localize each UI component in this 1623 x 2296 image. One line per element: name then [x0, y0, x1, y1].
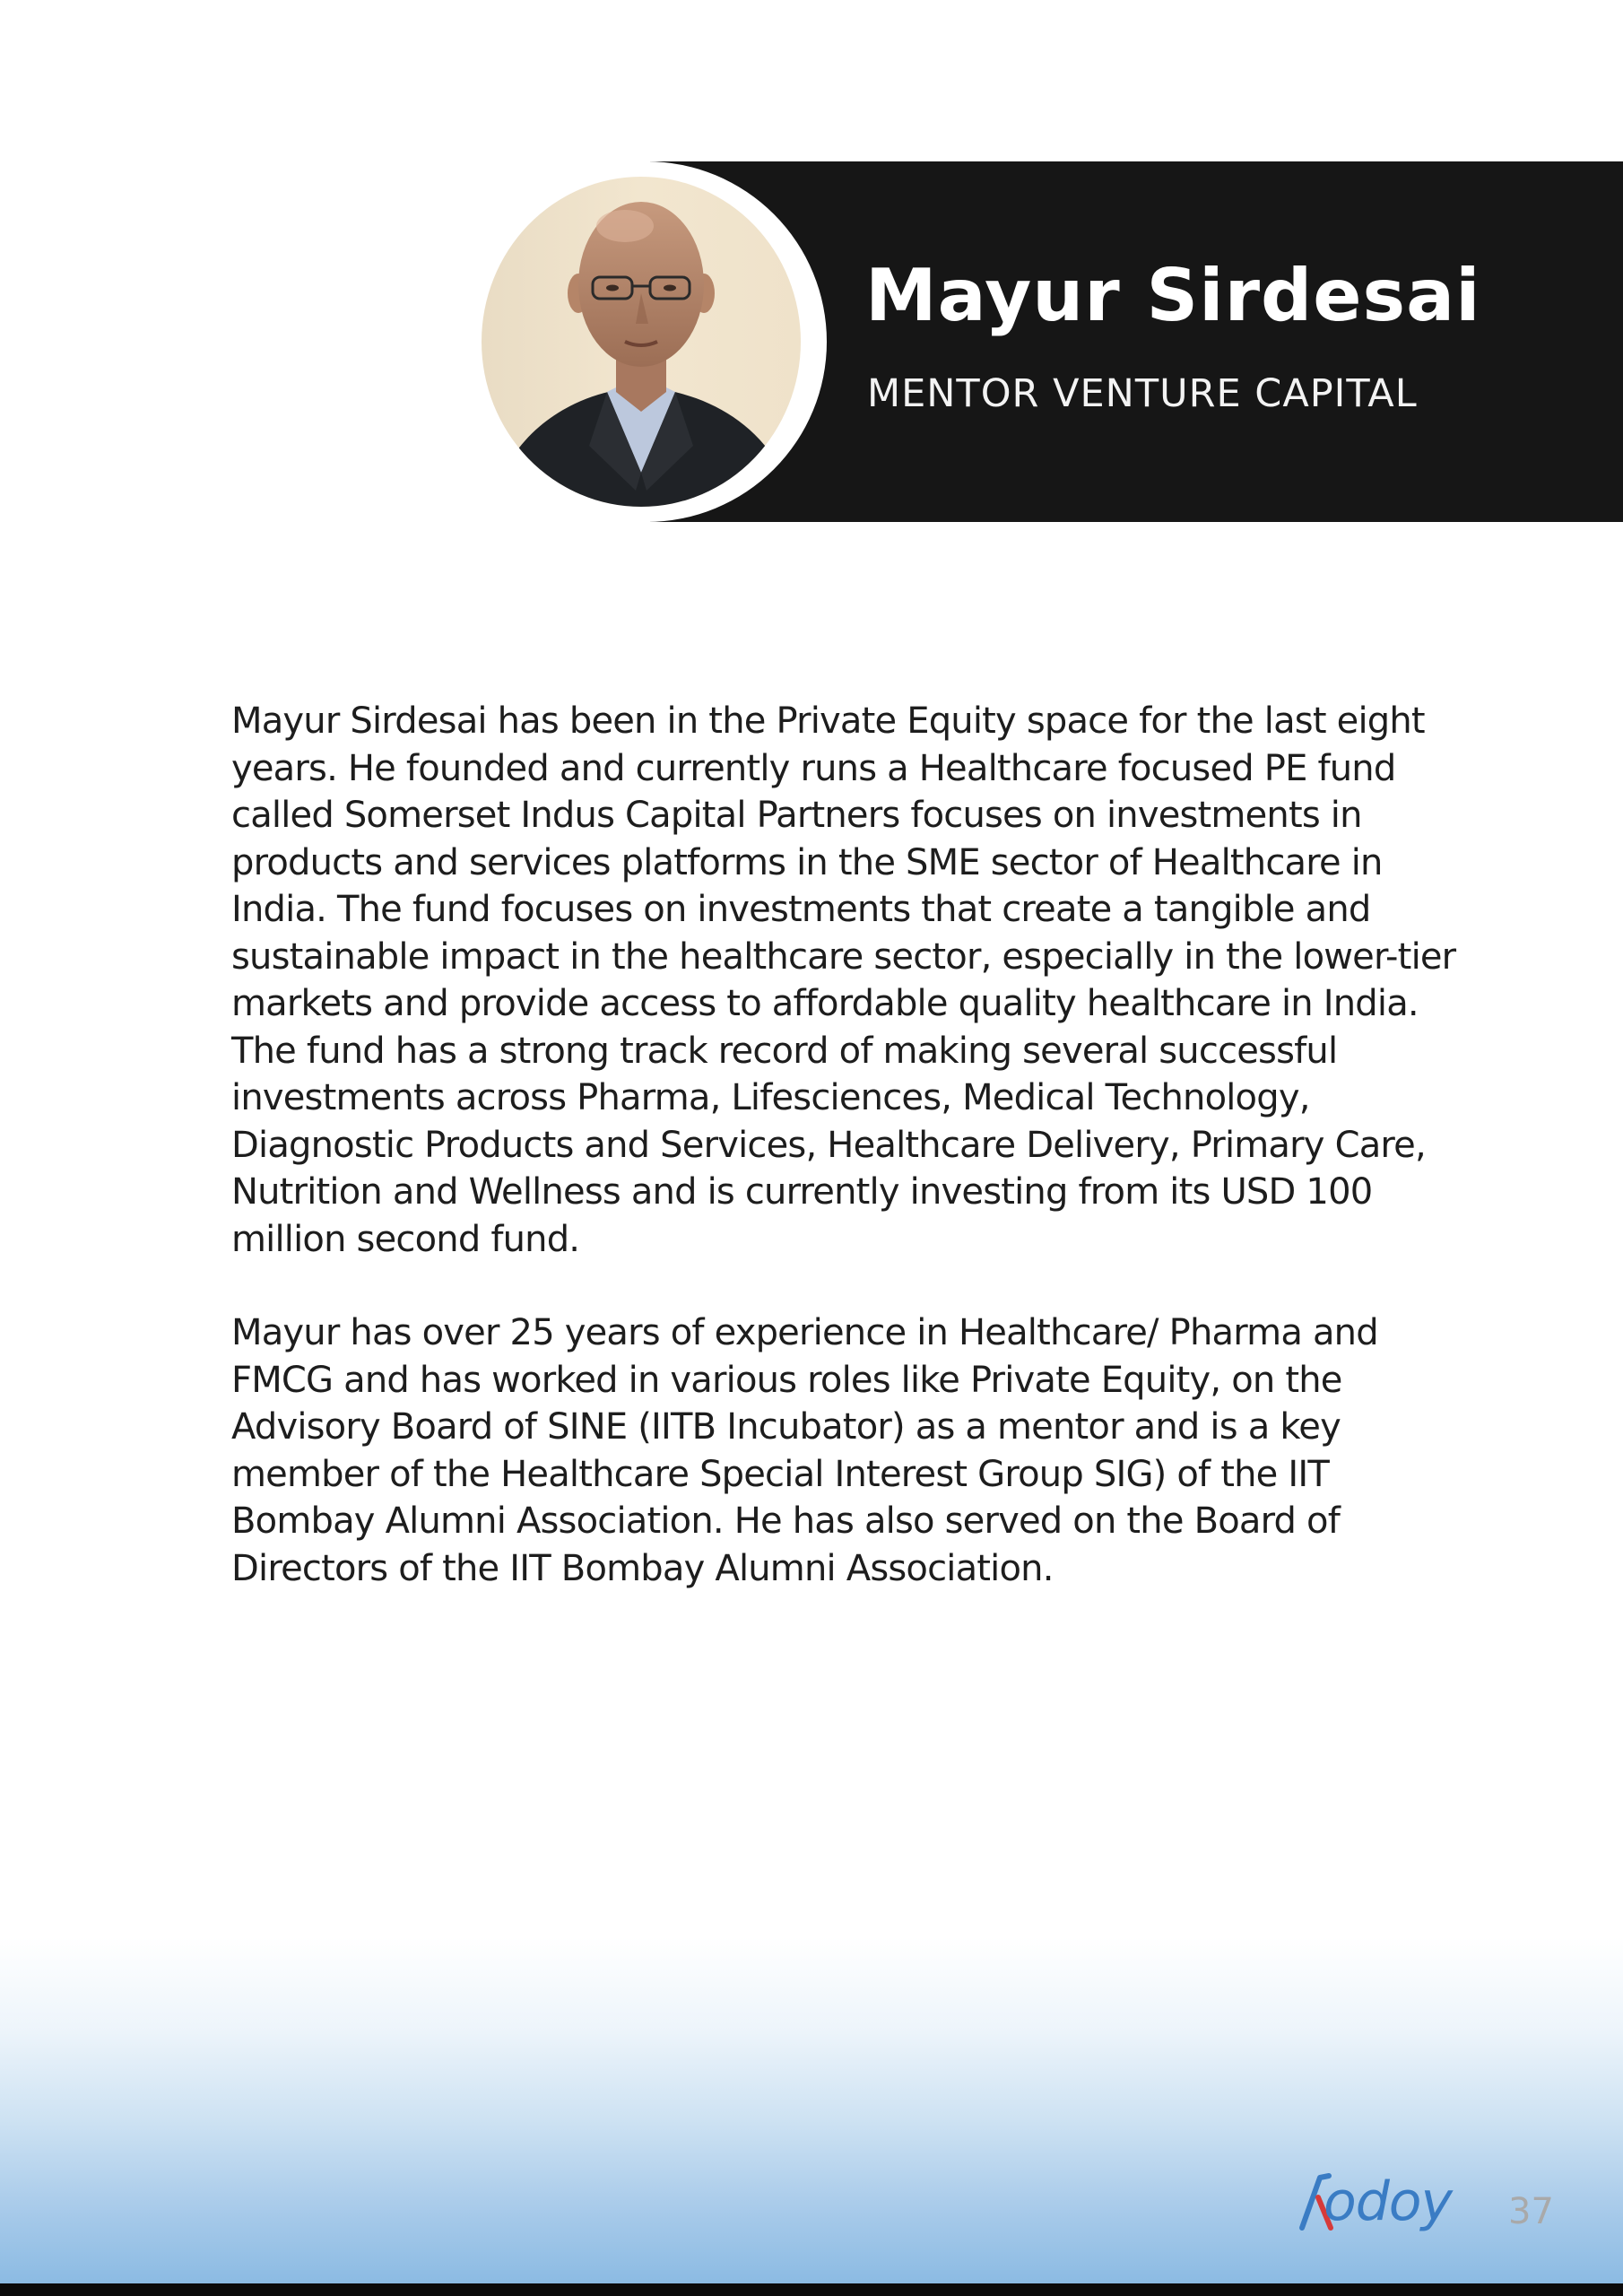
bio-paragraph-1: [231, 698, 1456, 1263]
portrait-illustration: [482, 177, 801, 507]
bottom-bar: [0, 2283, 1623, 2296]
bio-line: Mayur Sirdesai has been in the Private Equity space for the last eight: [231, 700, 1425, 742]
bio-line: Mayur has over 25 years of experience in Healthcare/ Pharma and: [231, 1312, 1378, 1353]
bio-line: FMCG and has worked in various roles like Private Equity, on the: [231, 1359, 1342, 1401]
bio-line: markets and provide access to affordable quality healthcare in India.: [231, 983, 1419, 1024]
brand-logo: [1298, 2170, 1469, 2233]
profile-name: Mayur Sirdesai: [865, 254, 1481, 337]
bio-line: Directors of the IIT Bombay Alumni Association.: [231, 1547, 1054, 1589]
bio-line: member of the Healthcare Special Interest Group SIG) of the IIT: [231, 1453, 1330, 1495]
bio-line: products and services platforms in the SME sector of Healthcare in: [231, 841, 1383, 883]
bio-paragraph-2: [231, 1309, 1433, 1592]
bio-line: Nutrition and Wellness and is currently investing from its USD 100: [231, 1171, 1373, 1213]
page-number: 37: [1508, 2191, 1554, 2232]
logo-text: odoy: [1324, 2170, 1453, 2233]
profile-role: MENTOR VENTURE CAPITAL: [867, 371, 1418, 416]
bio-line: investments across Pharma, Lifesciences, Medical Technology,: [231, 1077, 1310, 1118]
bio-line: The fund has a strong track record of making several successful: [231, 1030, 1338, 1072]
bio-line: sustainable impact in the healthcare sector, especially in the lower-tier: [231, 935, 1456, 978]
bio-line: called Somerset Indus Capital Partners focuses on investments in: [231, 795, 1362, 836]
profile-photo: [482, 177, 801, 507]
bio-line: Diagnostic Products and Services, Healthcare Delivery, Primary Care,: [231, 1124, 1426, 1166]
bio-line: Bombay Alumni Association. He has also served on the Board of: [231, 1500, 1341, 1542]
bio-text: [231, 698, 1456, 1639]
bio-line: Advisory Board of SINE (IITB Incubator) as a mentor and is a key: [231, 1406, 1341, 1448]
bio-line: million second fund.: [231, 1218, 580, 1260]
bio-line: India. The fund focuses on investments that create a tangible and: [231, 889, 1371, 930]
bio-line: years. He founded and currently runs a Healthcare focused PE fund: [231, 747, 1396, 789]
